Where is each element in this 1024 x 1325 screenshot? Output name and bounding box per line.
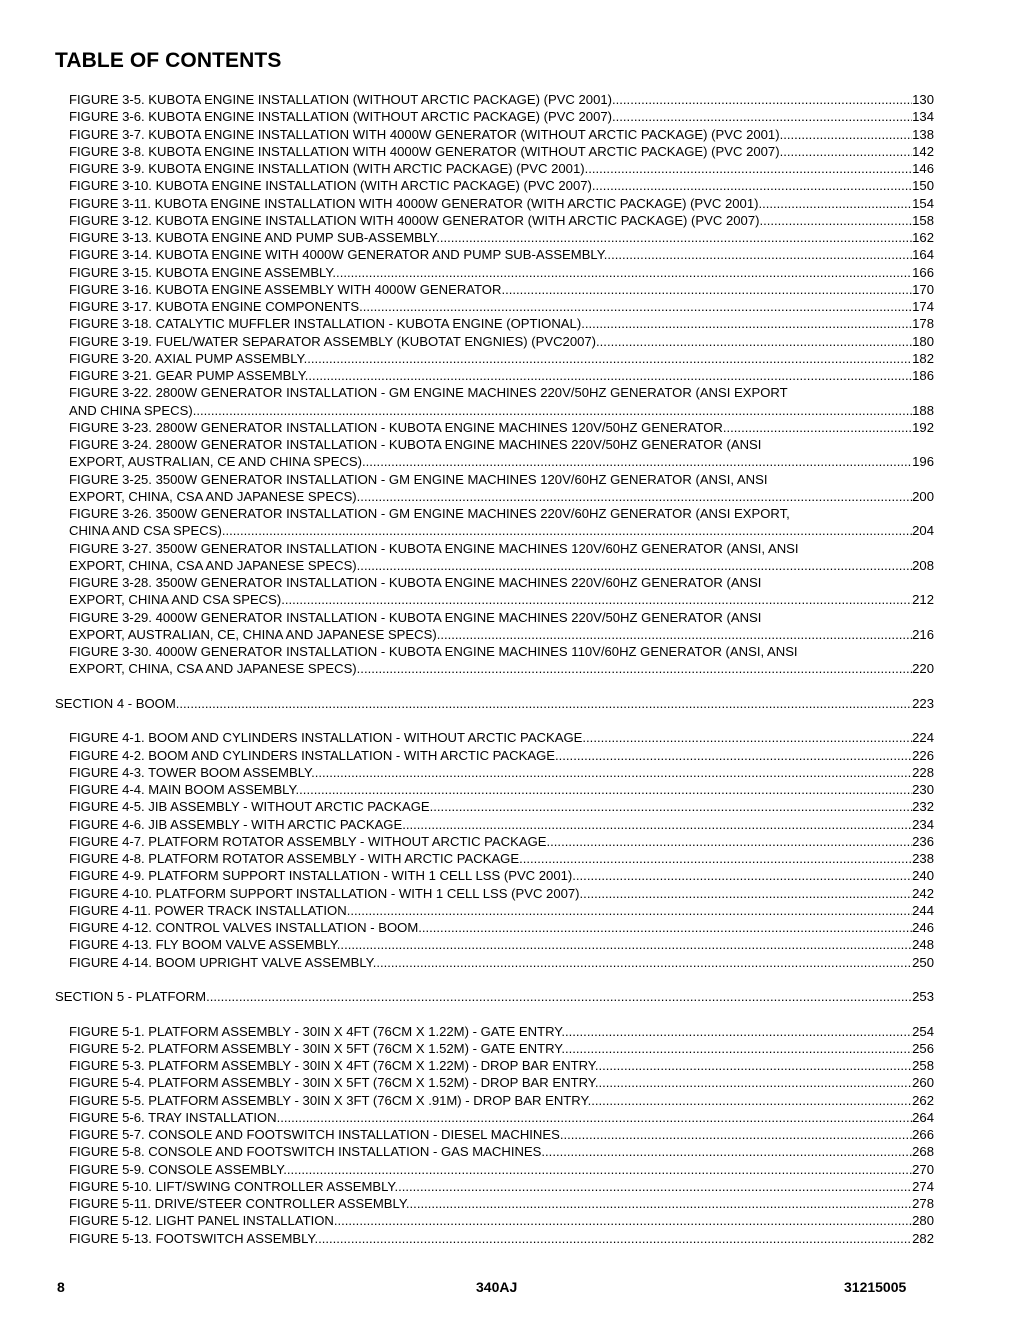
toc-entry-row [69,453,934,470]
toc-entry-title: FIGURE 3-28. 3500W GENERATOR INSTALLATION - KUBOTA ENGINE MACHINES 220V/60HZ GENERATOR (ANSI [69,575,762,590]
toc-figure-entry[interactable] [69,350,934,367]
toc-figure-entry[interactable] [69,643,934,678]
toc-entry-page-number: 260 [912,1075,934,1091]
toc-entry-row [69,1230,934,1247]
toc-figure-entry[interactable] [69,1143,934,1160]
toc-entry-page-number: 226 [912,747,934,763]
toc-entry-page-number: 134 [912,109,934,125]
toc-figure-entry[interactable] [69,747,934,764]
toc-entry-row [69,402,934,419]
toc-entry-title: FIGURE 4-6. JIB ASSEMBLY - WITH ARCTIC PACKAGE [69,816,403,832]
toc-entry-row [69,1143,934,1160]
toc-entry-leader [69,798,912,815]
toc-figure-entry[interactable] [69,160,934,177]
toc-entry-row [69,626,934,643]
toc-entry-title: FIGURE 3-12. KUBOTA ENGINE INSTALLATION WITH 4000W GENERATOR (WITH ARCTIC PACKAGE) (PVC 2007) [69,212,760,228]
toc-entry-title-continued: CHINA AND CSA SPECS) [69,523,222,539]
toc-entry-page-number: 146 [912,161,934,176]
toc-entry-row [69,1126,934,1143]
toc-figure-entry[interactable] [69,764,934,781]
toc-figure-entry[interactable] [69,471,934,506]
toc-entry-title: FIGURE 5-5. PLATFORM ASSEMBLY - 30IN X 3FT (76CM X .91M) - DROP BAR ENTRY [69,1092,588,1108]
toc-entry-leader [55,988,912,1005]
toc-entry-title: FIGURE 4-3. TOWER BOOM ASSEMBLY [69,764,312,780]
toc-entry-row [69,419,934,436]
toc-entry-page-number: 162 [912,230,934,245]
toc-entry-page-number: 208 [912,557,934,573]
toc-entry-title: FIGURE 5-6. TRAY INSTALLATION [69,1109,277,1125]
toc-entry-leader [69,91,912,108]
toc-figure-entry[interactable] [69,177,934,194]
toc-entry-row [69,177,934,194]
footer-page-number: 8 [57,1279,65,1295]
toc-entry-leader [69,488,912,505]
toc-entry-title: FIGURE 4-9. PLATFORM SUPPORT INSTALLATION - WITH 1 CELL LSS (PVC 2001) [69,868,573,884]
toc-entry-page-number: 220 [912,661,934,677]
toc-entry-leader [69,729,912,746]
toc-entry-page-number: 266 [912,1127,934,1142]
toc-figure-entry[interactable] [69,419,934,436]
toc-entry-row [69,936,934,953]
toc-entry-row [69,281,934,298]
toc-entry-page-number: 186 [912,368,934,383]
toc-entry-title: FIGURE 5-2. PLATFORM ASSEMBLY - 30IN X 5FT (76CM X 1.52M) - GATE ENTRY [69,1040,562,1056]
toc-figure-entry[interactable] [69,1195,934,1212]
toc-figure-entry[interactable] [69,1109,934,1126]
toc-entry-title: FIGURE 5-8. CONSOLE AND FOOTSWITCH INSTALLATION - GAS MACHINES [69,1144,542,1160]
toc-entry-leader [69,833,912,850]
toc-entry-row [69,747,934,764]
toc-entry-page-number: 234 [912,816,934,832]
toc-figure-entry[interactable] [69,384,934,419]
toc-entry-leader [69,177,912,194]
toc-entry-row [69,1161,934,1178]
toc-entry-leader [69,108,912,125]
toc-entry-leader [69,660,912,677]
toc-entry-title-continued: EXPORT, AUSTRALIAN, CE, CHINA AND JAPANESE SPECS) [69,626,437,642]
toc-entry-row [69,833,934,850]
toc-entry-row [69,781,934,798]
toc-entry-page-number: 244 [912,902,934,918]
toc-entry-row [69,919,934,936]
toc-entry-title: FIGURE 4-5. JIB ASSEMBLY - WITHOUT ARCTIC PACKAGE [69,799,430,815]
toc-entry-title: FIGURE 4-13. FLY BOOM VALVE ASSEMBLY [69,937,337,953]
toc-entry-row [69,902,934,919]
toc-entry-leader [69,1195,912,1212]
toc-entry-row [69,367,934,384]
toc-entry-leader [69,954,912,971]
toc-entry-row [69,764,934,781]
toc-entry-leader [69,367,912,384]
toc-entry-title: FIGURE 3-26. 3500W GENERATOR INSTALLATION - GM ENGINE MACHINES 220V/60HZ GENERATOR (ANSI EXPORT, [69,506,790,521]
toc-entry-row [69,246,934,263]
toc-entry-page-number: 164 [912,247,934,263]
toc-figure-entry[interactable] [69,1126,934,1143]
toc-entry-title: FIGURE 3-18. CATALYTIC MUFFLER INSTALLATION - KUBOTA ENGINE (OPTIONAL) [69,316,582,332]
toc-entry-title: FIGURE 3-5. KUBOTA ENGINE INSTALLATION (WITHOUT ARCTIC PACKAGE) (PVC 2001) [69,92,612,107]
toc-entry-title: FIGURE 5-13. FOOTSWITCH ASSEMBLY [69,1230,315,1246]
toc-figure-entry[interactable] [69,936,934,953]
toc-entry-page-number: 188 [912,402,934,418]
toc-entry-page-number: 158 [912,212,934,228]
toc-figure-entry[interactable] [69,108,934,125]
toc-entry-leader [69,1040,912,1057]
toc-entry-row [69,126,934,143]
toc-entry-row [69,522,934,539]
toc-entry-title-continued: EXPORT, CHINA, CSA AND JAPANESE SPECS) [69,488,357,504]
toc-figure-entry[interactable] [69,298,934,315]
toc-entry-page-number: 228 [912,764,934,780]
toc-entry-row [55,988,934,1005]
toc-entry-page-number: 274 [912,1178,934,1194]
toc-entry-row [69,591,934,608]
toc-entry-leader [69,867,912,884]
toc-entry-title: FIGURE 3-7. KUBOTA ENGINE INSTALLATION WITH 4000W GENERATOR (WITHOUT ARCTIC PACKAGE) (PVC 2001) [69,126,780,142]
toc-entry-row [69,1074,934,1091]
toc-entry-leader [69,1230,912,1247]
toc-entry-title: FIGURE 4-8. PLATFORM ROTATOR ASSEMBLY - WITH ARCTIC PACKAGE [69,851,520,866]
toc-entry-row [69,729,934,746]
toc-entry-leader [69,1074,912,1091]
toc-figure-entry[interactable] [69,1161,934,1178]
toc-entry-title: FIGURE 3-24. 2800W GENERATOR INSTALLATION - KUBOTA ENGINE MACHINES 220V/50HZ GENERATOR (ANSI [69,437,762,452]
toc-entry-title: FIGURE 3-8. KUBOTA ENGINE INSTALLATION WITH 4000W GENERATOR (WITHOUT ARCTIC PACKAGE) (PVC 2007) [69,143,780,159]
toc-entry-page-number: 196 [912,454,934,470]
toc-entry-page-number: 182 [912,350,934,366]
toc-entry-leader [69,1023,912,1040]
toc-entry-row [69,867,934,884]
toc-entry-title: FIGURE 5-1. PLATFORM ASSEMBLY - 30IN X 4FT (76CM X 1.22M) - GATE ENTRY [69,1023,562,1039]
toc-entry-title: FIGURE 3-11. KUBOTA ENGINE INSTALLATION WITH 4000W GENERATOR (WITH ARCTIC PACKAGE) (PVC 2001) [69,195,759,211]
toc-entry-title: FIGURE 4-12. CONTROL VALVES INSTALLATION - BOOM [69,920,419,935]
toc-entry-page-number: 238 [912,851,934,866]
toc-entry-title: FIGURE 3-6. KUBOTA ENGINE INSTALLATION (WITHOUT ARCTIC PACKAGE) (PVC 2007) [69,109,612,125]
toc-figure-entry[interactable] [69,574,934,609]
toc-entry-row [69,264,934,281]
toc-entry-row [69,1023,934,1040]
toc-figure-entry[interactable] [69,195,934,212]
toc-entry-title: FIGURE 3-13. KUBOTA ENGINE AND PUMP SUB-ASSEMBLY [69,230,437,245]
toc-entry-page-number: 212 [912,592,934,608]
toc-entry-title: FIGURE 3-22. 2800W GENERATOR INSTALLATION - GM ENGINE MACHINES 220V/50HZ GENERATOR (ANSI EXPORT [69,385,788,401]
toc-entry-page-number: 142 [912,143,934,159]
toc-entry-leader [69,264,912,281]
toc-entry-page-number: 204 [912,523,934,539]
toc-figure-entry[interactable] [69,1023,934,1040]
toc-entry-page-number: 280 [912,1213,934,1229]
toc-entry-title: FIGURE 4-4. MAIN BOOM ASSEMBLY [69,782,296,797]
toc-entry-page-number: 138 [912,126,934,142]
toc-figure-entry[interactable] [69,816,934,833]
toc-figure-entry[interactable] [69,229,934,246]
toc-entry-leader [69,902,912,919]
toc-entry-title: FIGURE 3-20. AXIAL PUMP ASSEMBLY [69,350,304,366]
toc-entry-row [69,91,934,108]
toc-entry-title: FIGURE 3-29. 4000W GENERATOR INSTALLATION - KUBOTA ENGINE MACHINES 220V/50HZ GENERATOR (ANSI [69,609,762,625]
toc-entry-row [69,298,934,315]
toc-figure-entry[interactable] [69,729,934,746]
toc-entry-row [69,315,934,332]
toc-entry-row [69,488,934,505]
toc-entry-leader [69,1126,912,1143]
toc-figure-entry[interactable] [69,833,934,850]
toc-entry-row [69,1212,934,1229]
toc-entry-title: FIGURE 3-21. GEAR PUMP ASSEMBLY [69,368,305,383]
toc-figure-entry[interactable] [69,609,934,644]
toc-entry-leader [69,1092,912,1109]
toc-figure-entry[interactable] [69,867,934,884]
toc-entry-page-number: 178 [912,316,934,332]
toc-entry-title-continued: EXPORT, CHINA, CSA AND JAPANESE SPECS) [69,661,357,677]
toc-entry-title: FIGURE 5-3. PLATFORM ASSEMBLY - 30IN X 4FT (76CM X 1.22M) - DROP BAR ENTRY [69,1058,595,1073]
toc-entry-leader [69,1109,912,1126]
toc-entry-leader [69,850,912,867]
toc-figure-entry[interactable] [69,902,934,919]
toc-entry-page-number: 223 [912,695,934,711]
toc-entry-title: FIGURE 3-17. KUBOTA ENGINE COMPONENTS [69,299,360,314]
toc-figure-entry[interactable] [69,91,934,108]
page-title: TABLE OF CONTENTS [55,49,282,72]
footer-model: 340AJ [476,1279,518,1295]
toc-figure-entry[interactable] [69,885,934,902]
toc-entry-row [69,557,934,574]
toc-entry-title: FIGURE 5-11. DRIVE/STEER CONTROLLER ASSEMBLY [69,1196,406,1211]
toc-figure-entry[interactable] [69,1092,934,1109]
toc-entry-title: FIGURE 4-10. PLATFORM SUPPORT INSTALLATION - WITH 1 CELL LSS (PVC 2007) [69,885,580,901]
toc-entry-row [69,885,934,902]
toc-entry-title: SECTION 4 - BOOM [55,695,176,711]
toc-entry-page-number: 170 [912,281,934,297]
toc-entry-page-number: 262 [912,1092,934,1108]
toc-entry-leader [69,522,912,539]
toc-figure-entry[interactable] [69,333,934,350]
toc-figure-entry[interactable] [69,798,934,815]
toc-figure-entry[interactable] [69,1212,934,1229]
toc-entry-row [69,229,934,246]
toc-entry-page-number: 150 [912,178,934,194]
toc-entry-page-number: 166 [912,264,934,280]
toc-entry-leader [69,1161,912,1178]
toc-entry-row [69,1178,934,1195]
toc-entry-row [55,695,934,712]
toc-entry-title: FIGURE 3-10. KUBOTA ENGINE INSTALLATION (WITH ARCTIC PACKAGE) (PVC 2007) [69,178,592,194]
toc-entry-leader [69,315,912,332]
toc-entry-row [69,1109,934,1126]
toc-entry-leader [69,764,912,781]
toc-figure-entry[interactable] [69,850,934,867]
toc-entry-title: FIGURE 3-23. 2800W GENERATOR INSTALLATION - KUBOTA ENGINE MACHINES 120V/50HZ GENERATOR [69,419,723,435]
toc-entry-row [69,1092,934,1109]
toc-entry-row [69,1195,934,1212]
toc-entry-leader [69,626,912,643]
toc-entry-row [69,850,934,867]
toc-entry-title: FIGURE 4-14. BOOM UPRIGHT VALVE ASSEMBLY [69,954,373,970]
toc-entry-leader [69,781,912,798]
toc-figure-entry[interactable] [69,1074,934,1091]
toc-entry-title: FIGURE 5-12. LIGHT PANEL INSTALLATION [69,1213,334,1229]
toc-entry-page-number: 254 [912,1023,934,1039]
toc-entry-leader [69,126,912,143]
toc-entry-leader [69,885,912,902]
toc-entry-leader [69,591,912,608]
toc-entry-page-number: 242 [912,885,934,901]
toc-entry-page-number: 253 [912,989,934,1004]
toc-entry-title-continued: EXPORT, AUSTRALIAN, CE AND CHINA SPECS) [69,454,362,470]
toc-entry-leader [69,419,912,436]
toc-entry-title: FIGURE 5-4. PLATFORM ASSEMBLY - 30IN X 5FT (76CM X 1.52M) - DROP BAR ENTRY [69,1075,595,1091]
toc-entry-leader [69,246,912,263]
toc-figure-entry[interactable] [69,126,934,143]
toc-entry-title: FIGURE 3-14. KUBOTA ENGINE WITH 4000W GENERATOR AND PUMP SUB-ASSEMBLY [69,247,604,263]
toc-entry-title: SECTION 5 - PLATFORM [55,989,207,1004]
toc-entry-page-number: 264 [912,1109,934,1125]
toc-figure-entry[interactable] [69,781,934,798]
toc-entry-title: FIGURE 3-30. 4000W GENERATOR INSTALLATION - KUBOTA ENGINE MACHINES 110V/60HZ GENERATOR (ANSI, ANSI [69,644,798,659]
toc-entry-page-number: 180 [912,333,934,349]
toc-entry-leader [69,1178,912,1195]
toc-figure-entry[interactable] [69,367,934,384]
toc-figure-entry[interactable] [69,1040,934,1057]
toc-entry-title-continued: EXPORT, CHINA, CSA AND JAPANESE SPECS) [69,557,357,573]
toc-entry-title: FIGURE 3-19. FUEL/WATER SEPARATOR ASSEMBLY (KUBOTAT ENGNIES) (PVC2007) [69,333,597,349]
toc-section-entry[interactable] [55,695,934,712]
toc-entry-leader [69,1143,912,1160]
toc-entry-page-number: 200 [912,488,934,504]
toc-entry-title: FIGURE 3-9. KUBOTA ENGINE INSTALLATION (WITH ARCTIC PACKAGE) (PVC 2001) [69,161,585,176]
toc-entry-row [69,350,934,367]
toc-figure-entry[interactable] [69,1230,934,1247]
toc-entry-leader [69,816,912,833]
toc-entry-leader [69,936,912,953]
toc-entry-leader [69,350,912,367]
toc-entry-page-number: 192 [912,419,934,435]
toc-figure-entry[interactable] [69,1057,934,1074]
toc-entry-row [69,798,934,815]
toc-entry-leader [55,695,912,712]
toc-entry-leader [69,333,912,350]
toc-entry-row [69,660,934,677]
toc-entry-title: FIGURE 3-16. KUBOTA ENGINE ASSEMBLY WITH 4000W GENERATOR [69,281,502,297]
toc-entry-page-number: 216 [912,626,934,642]
toc-entry-leader [69,281,912,298]
toc-entry-page-number: 250 [912,954,934,970]
toc-entry-title: FIGURE 3-15. KUBOTA ENGINE ASSEMBLY [69,264,333,280]
toc-entry-leader [69,195,912,212]
toc-entry-title: FIGURE 4-1. BOOM AND CYLINDERS INSTALLATION - WITHOUT ARCTIC PACKAGE [69,730,583,746]
toc-entry-row [69,816,934,833]
toc-entry-row [69,143,934,160]
toc-entry-page-number: 154 [912,195,934,211]
toc-entry-leader [69,143,912,160]
toc-figure-entry[interactable] [69,505,934,540]
toc-entry-page-number: 256 [912,1040,934,1056]
toc-entry-page-number: 232 [912,799,934,815]
toc-entry-leader [69,453,912,470]
toc-entry-page-number: 248 [912,937,934,953]
toc-entry-title: FIGURE 5-7. CONSOLE AND FOOTSWITCH INSTALLATION - DIESEL MACHINES [69,1127,560,1142]
toc-figure-entry[interactable] [69,919,934,936]
toc-entry-row [69,108,934,125]
toc-entry-row [69,333,934,350]
toc-entry-leader [69,1212,912,1229]
toc-entry-leader [69,160,912,177]
toc-figure-entry[interactable] [69,436,934,471]
toc-entry-row [69,160,934,177]
toc-entry-leader [69,229,912,246]
toc-entry-row [69,1057,934,1074]
toc-entry-title: FIGURE 3-27. 3500W GENERATOR INSTALLATION - KUBOTA ENGINE MACHINES 120V/60HZ GENERATOR (ANSI, ANSI [69,540,799,556]
toc-entry-page-number: 258 [912,1058,934,1073]
toc-entry-title: FIGURE 5-10. LIFT/SWING CONTROLLER ASSEMBLY [69,1178,395,1194]
toc-entry-leader [69,1057,912,1074]
toc-entry-title-continued: AND CHINA SPECS) [69,402,193,418]
toc-entry-page-number: 174 [912,299,934,314]
toc-entry-page-number: 278 [912,1196,934,1211]
toc-entry-title: FIGURE 4-2. BOOM AND CYLINDERS INSTALLATION - WITH ARCTIC PACKAGE [69,747,555,763]
toc-entry-leader [69,919,912,936]
toc-entry-leader [69,402,912,419]
toc-list [0,91,1024,1247]
toc-entry-page-number: 282 [912,1230,934,1246]
toc-entry-page-number: 268 [912,1144,934,1160]
toc-entry-title: FIGURE 5-9. CONSOLE ASSEMBLY [69,1161,284,1177]
toc-entry-page-number: 230 [912,782,934,797]
footer-doc-number: 31215005 [844,1279,907,1295]
toc-figure-entry[interactable] [69,540,934,575]
toc-entry-leader [69,212,912,229]
toc-entry-page-number: 224 [912,730,934,746]
toc-figure-entry[interactable] [69,212,934,229]
toc-entry-title-continued: EXPORT, CHINA AND CSA SPECS) [69,592,282,608]
toc-entry-row [69,954,934,971]
toc-entry-page-number: 236 [912,833,934,849]
toc-entry-title: FIGURE 4-11. POWER TRACK INSTALLATION [69,902,347,918]
toc-entry-title: FIGURE 3-25. 3500W GENERATOR INSTALLATION - GM ENGINE MACHINES 120V/60HZ GENERATOR (ANSI, ANSI [69,471,768,487]
toc-figure-entry[interactable] [69,143,934,160]
toc-entry-row [69,1040,934,1057]
toc-figure-entry[interactable] [69,1178,934,1195]
toc-figure-entry[interactable] [69,264,934,281]
toc-figure-entry[interactable] [69,281,934,298]
toc-entry-leader [69,557,912,574]
toc-entry-page-number: 270 [912,1161,934,1177]
toc-entry-page-number: 246 [912,920,934,935]
toc-entry-row [69,195,934,212]
toc-figure-entry[interactable] [69,954,934,971]
toc-entry-leader [69,298,912,315]
toc-figure-entry[interactable] [69,315,934,332]
toc-section-entry[interactable] [55,988,934,1005]
toc-entry-title: FIGURE 4-7. PLATFORM ROTATOR ASSEMBLY - WITHOUT ARCTIC PACKAGE [69,833,547,849]
toc-entry-row [69,212,934,229]
toc-entry-leader [69,747,912,764]
toc-entry-page-number: 130 [912,92,934,107]
toc-figure-entry[interactable] [69,246,934,263]
toc-entry-page-number: 240 [912,868,934,884]
